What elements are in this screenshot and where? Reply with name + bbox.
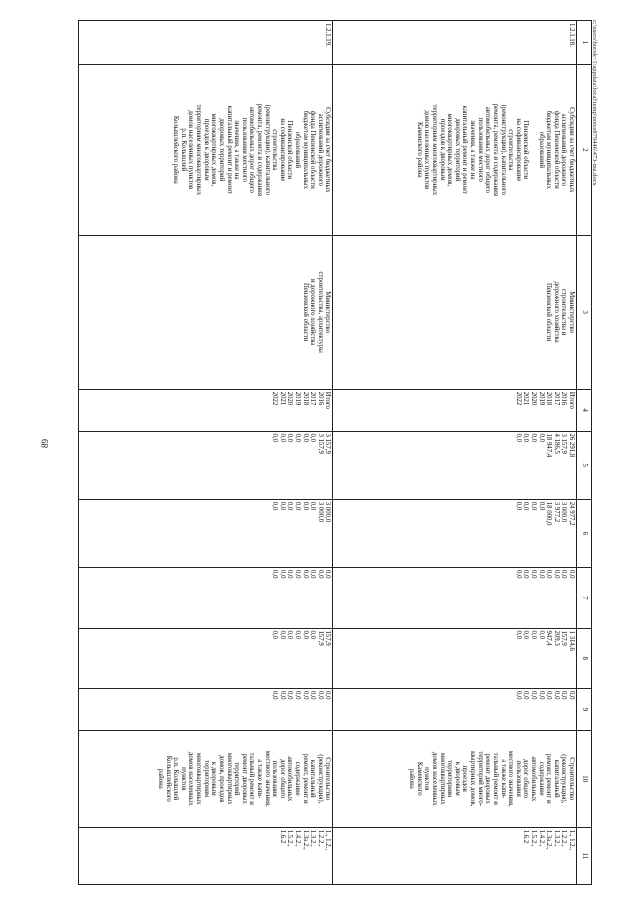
row-regional-budget-line: 0,0 xyxy=(522,501,530,511)
row-years xyxy=(79,389,333,431)
row-executor-line: дорожного хозяйства xyxy=(552,281,560,343)
row-result-line: домов населенных xyxy=(187,751,195,806)
row-total-line: 3 157,9 xyxy=(560,433,568,454)
row-regional-budget-line: 0,0 xyxy=(537,501,545,511)
row-regional-budget-line: 0,0 xyxy=(278,501,286,511)
row-local-budget xyxy=(79,628,333,689)
row-local-budget-line: 157,9 xyxy=(324,630,332,646)
row-regional-budget xyxy=(79,499,333,567)
row-other-sources-line: 0,0 xyxy=(522,691,530,700)
row-local-budget-line: 0,0 xyxy=(278,630,286,639)
row-description-line: домов населенных пунктов xyxy=(423,110,431,190)
row-indicators-line: 1., 1.2., xyxy=(324,829,332,851)
row-result-line: содержание xyxy=(294,761,302,796)
row-result-line: к дворовым xyxy=(453,761,461,796)
row-local-budget xyxy=(333,628,577,689)
row-description-line: образований xyxy=(537,131,545,168)
row-local-budget-line: 157,9 xyxy=(316,630,324,646)
row-federal-budget-line: 0,0 xyxy=(529,569,537,579)
footer-path-text: c:\users\borok~1\appdata\local\temp\notes879446\473-ma.docx xyxy=(591,20,598,186)
row-federal-budget-line: 0,0 xyxy=(514,569,522,579)
row-result-line: тальный ремонт и xyxy=(248,752,256,805)
row-description-line: пользования местного xyxy=(240,117,248,182)
row-total-line: 0,0 xyxy=(537,433,545,442)
row-years-line: 2018 xyxy=(545,391,553,406)
row-total-line: 0,0 xyxy=(271,433,279,442)
row-other-sources-line: 0,0 xyxy=(286,691,294,700)
row-description-line: Субсидии за счет бюджетных xyxy=(568,107,575,193)
header-col-3: 3 xyxy=(577,235,592,389)
row-regional-budget-line: 0,0 xyxy=(529,501,537,511)
row-total-line: 3 157,9 xyxy=(316,433,324,454)
row-result-line: ремонт, ремонт и xyxy=(545,753,553,804)
header-col-7: 7 xyxy=(577,567,592,628)
header-col-11: 11 xyxy=(577,827,592,884)
row-result-line: автомобильных xyxy=(286,756,294,802)
header-col-6: 6 xyxy=(577,499,592,567)
row-regional-budget-line: 0,0 xyxy=(286,501,294,511)
row-other-sources-line: 0,0 xyxy=(529,691,537,700)
row-total-line: 26 291,8 xyxy=(568,433,575,458)
row-federal-budget-line: 0,0 xyxy=(545,569,553,579)
row-other-sources-line: 0,0 xyxy=(301,691,309,700)
row-local-budget-line: 0,0 xyxy=(309,630,317,639)
row-indicators-line: 1., 1.2., xyxy=(568,829,575,851)
row-total-line: 3 157,9 xyxy=(324,433,332,454)
row-local-budget-line: 0,0 xyxy=(522,630,530,639)
table-row xyxy=(79,21,333,885)
row-result-line: Колышлейского xyxy=(164,755,172,802)
row-other-sources xyxy=(79,689,333,731)
row-description-line: автомобильных дорог общего xyxy=(484,106,492,193)
row-indicators-line: 1.5.2., xyxy=(529,829,537,847)
row-other-sources-line: 0,0 xyxy=(309,691,317,700)
row-indicators-line: 1.4.2., xyxy=(537,829,545,847)
row-description-line: многоквартирных домов, xyxy=(210,113,218,187)
row-id: 1.2.1.19. xyxy=(79,21,333,65)
row-description-line: образований xyxy=(294,131,302,168)
row-years-line: 2016 xyxy=(560,391,568,406)
header-col-1: 1 xyxy=(577,21,592,65)
row-description-line: Колышлейского района xyxy=(172,115,180,184)
row-regional-budget-line: 3 000,0 xyxy=(560,501,568,523)
row-result-line: проездов xyxy=(461,765,469,792)
row-description-line: территориям многоквартирных xyxy=(195,104,203,196)
row-years-line: 2016 xyxy=(316,391,324,406)
row-result-line: автомобильных xyxy=(529,756,537,802)
row-description-line: Каменского района xyxy=(415,122,423,178)
row-total-line: 0,0 xyxy=(301,433,309,442)
row-regional-budget-line: 0,0 xyxy=(271,501,279,511)
row-regional-budget-line: 3 977,2 xyxy=(552,501,560,523)
header-col-4: 4 xyxy=(577,389,592,431)
row-description-line: ремонта, ремонта и содержания xyxy=(491,103,499,196)
row-result-line: ремонт дворовых xyxy=(240,753,248,804)
row-local-budget-line: 947,4 xyxy=(545,630,553,646)
row-federal-budget-line: 0,0 xyxy=(271,569,279,579)
row-result-line: а также капи- xyxy=(499,759,507,799)
row-description xyxy=(333,65,577,236)
row-result-line: Строительство xyxy=(568,757,575,801)
header-col-2: 2 xyxy=(577,65,592,236)
row-result-line: капитальный xyxy=(309,759,317,798)
row-local-budget-line: 0,0 xyxy=(294,630,302,639)
row-description-line: дворовых территорий xyxy=(453,118,461,182)
row-regional-budget-line: 3 000,0 xyxy=(324,501,332,523)
row-other-sources-line: 0,0 xyxy=(537,691,545,700)
row-other-sources xyxy=(333,689,577,731)
row-result-line: пользования xyxy=(271,760,279,797)
row-total-line: 0,0 xyxy=(309,433,317,442)
row-result-line: многоквартирных xyxy=(225,752,233,805)
row-description-line: строительства xyxy=(507,129,515,171)
row-result-line: территорий xyxy=(233,762,241,796)
row-other-sources-line: 0,0 xyxy=(514,691,522,700)
row-result-line: квартирных домов, xyxy=(469,751,477,807)
row-result-line: пунктов xyxy=(179,767,187,791)
row-description-line: значения, а также на xyxy=(233,120,241,180)
row-result-line: многоквартирных xyxy=(438,752,446,805)
row-years-line: 2020 xyxy=(529,391,537,406)
row-total xyxy=(333,431,577,499)
row-result-line: капитальный xyxy=(552,759,560,798)
row-local-budget-line: 0,0 xyxy=(286,630,294,639)
row-description-line: (реконструкции), капитального xyxy=(499,104,507,196)
row-result-line: пунктов xyxy=(423,767,431,791)
row-description-line: бюджетам муниципальных xyxy=(301,110,309,190)
row-result-line: ремонт дворовых xyxy=(484,753,492,804)
row-description-line: автомобильных дорог общего xyxy=(248,106,256,193)
row-result-line: домов, проездов xyxy=(217,755,225,803)
row-federal-budget xyxy=(333,567,577,628)
row-result-line: района xyxy=(408,768,416,789)
row-result-line: дорог общего xyxy=(278,759,286,799)
footer-path xyxy=(591,20,599,186)
row-result-line: тальный ремонт и xyxy=(491,752,499,805)
row-regional-budget-line: 0,0 xyxy=(514,501,522,511)
row-other-sources-line: 0,0 xyxy=(324,691,332,700)
row-other-sources-line: 0,0 xyxy=(560,691,568,700)
row-local-budget-line: 0,0 xyxy=(301,630,309,639)
row-description-line: ассигнований дорожного xyxy=(560,113,568,187)
row-federal-budget-line: 0,0 xyxy=(537,569,545,579)
row-indicators xyxy=(333,827,577,884)
row-description-line: территориям многоквартирных xyxy=(431,104,439,196)
row-result-line: (реконструкция), xyxy=(560,754,568,804)
row-years-line: 2018 xyxy=(301,391,309,406)
row-description-line: Субсидии за счет бюджетных xyxy=(324,107,332,193)
row-result-line: Каменского xyxy=(415,761,423,796)
row-description xyxy=(79,65,333,236)
row-local-budget-line: 157,9 xyxy=(560,630,568,646)
page-number xyxy=(40,439,50,449)
row-result-line: местного значения, xyxy=(263,750,271,807)
row-result-line: территориям xyxy=(446,760,454,798)
row-other-sources-line: 0,0 xyxy=(278,691,286,700)
row-description-line: значения, а также на xyxy=(469,120,477,180)
row-indicators-line: 1.6.2 xyxy=(278,829,286,844)
row-executor-line: строительства и xyxy=(560,288,568,336)
row-federal-budget-line: 0,0 xyxy=(278,569,286,579)
row-result-line: Строительство xyxy=(324,757,332,801)
row-years-line: 2017 xyxy=(552,391,560,406)
row-local-budget-line: 209,3 xyxy=(552,630,560,646)
page-number-text: 89 xyxy=(40,439,50,448)
row-result-line: (реконструкция), xyxy=(316,754,324,804)
row-description-line: строительства xyxy=(271,129,279,171)
row-indicators xyxy=(79,827,333,884)
row-indicators-line: 1.2.2., xyxy=(560,829,568,847)
row-regional-budget-line: 0,0 xyxy=(309,501,317,511)
row-executor-line: Пензенской области xyxy=(301,282,309,342)
row-executor-line: и дорожного хозяйства xyxy=(309,278,317,346)
row-result-line: района xyxy=(157,768,165,789)
row-id: 1.2.1.18. xyxy=(333,21,577,65)
rotated-table-wrapper xyxy=(78,20,592,885)
row-description-line: капитальный ремонт и ремонт xyxy=(461,105,469,194)
row-other-sources-line: 0,0 xyxy=(552,691,560,700)
row-description-line: ассигнований дорожного xyxy=(316,113,324,187)
row-indicators-line: 1.3а.2., xyxy=(301,829,309,850)
row-indicators-line: 1.3а.2., xyxy=(545,829,553,850)
row-result-line: р.п. Колышлей xyxy=(172,757,180,801)
row-description-line: капитальный ремонт и ремонт xyxy=(225,105,233,194)
row-result-line: содержание xyxy=(537,761,545,796)
row-description-line: бюджетам муниципальных xyxy=(545,110,553,190)
row-result-line: территориям xyxy=(202,760,210,798)
row-executor-line: Министерство xyxy=(324,291,332,334)
row-local-budget-line: 0,0 xyxy=(537,630,545,639)
row-executor xyxy=(79,235,333,389)
row-years-line: 2017 xyxy=(309,391,317,406)
row-regional-budget-line: 18 000,0 xyxy=(545,501,553,526)
row-other-sources-line: 0,0 xyxy=(271,691,279,700)
row-total-line: 0,0 xyxy=(514,433,522,442)
row-local-budget-line: 1 314,6 xyxy=(568,630,575,651)
row-description-line: р.п. Колышлей xyxy=(179,128,187,172)
row-years-line: Итого xyxy=(324,391,332,409)
row-federal-budget-line: 0,0 xyxy=(522,569,530,579)
row-description-line: домов населенных пунктов xyxy=(187,110,195,190)
row-local-budget-line: 0,0 xyxy=(271,630,279,639)
row-description-line: проездов к дворовым xyxy=(438,118,446,181)
row-years-line: 2021 xyxy=(522,391,530,406)
row-executor-line: Министерство xyxy=(568,291,575,334)
row-result-line: к дворовым xyxy=(210,761,218,796)
row-federal-budget-line: 0,0 xyxy=(324,569,332,579)
row-other-sources-line: 0,0 xyxy=(545,691,553,700)
row-years-line: 2022 xyxy=(271,391,279,406)
table-row xyxy=(333,21,577,885)
row-federal-budget-line: 0,0 xyxy=(552,569,560,579)
row-description-line: пользования местного xyxy=(476,117,484,182)
row-total-line: 0,0 xyxy=(522,433,530,442)
row-indicators-line: 1.3.2., xyxy=(552,829,560,847)
row-federal-budget-line: 0,0 xyxy=(568,569,575,579)
header-col-8: 8 xyxy=(577,628,592,689)
row-years-line: Итого xyxy=(568,391,575,409)
row-result-line: домов населенных xyxy=(431,751,439,806)
row-description-line: дворовых территорий xyxy=(217,118,225,182)
row-executor-line: строительства, архитектуры xyxy=(316,271,324,353)
row-regional-budget-line: 0,0 xyxy=(294,501,302,511)
row-description-line: Пензенской области xyxy=(522,120,530,179)
row-description-line: фонда Пензенской области xyxy=(309,110,317,189)
row-description-line: ремонта, ремонта и содержания xyxy=(255,103,263,196)
row-result-line: дорог общего xyxy=(522,759,530,799)
row-federal-budget-line: 0,0 xyxy=(316,569,324,579)
row-result xyxy=(79,730,333,827)
row-total-line: 4 186,5 xyxy=(552,433,560,454)
row-local-budget-line: 0,0 xyxy=(529,630,537,639)
row-result-line: многоквартирных xyxy=(195,752,203,805)
row-description-line: на софинансирование xyxy=(514,118,522,182)
row-federal-budget-line: 0,0 xyxy=(301,569,309,579)
row-total-line: 0,0 xyxy=(294,433,302,442)
row-federal-budget-line: 0,0 xyxy=(560,569,568,579)
row-years-line: 2022 xyxy=(514,391,522,406)
row-federal-budget-line: 0,0 xyxy=(286,569,294,579)
row-years-line: 2021 xyxy=(278,391,286,406)
row-executor xyxy=(333,235,577,389)
row-years xyxy=(333,389,577,431)
row-description-line: фонда Пензенской области xyxy=(552,110,560,189)
row-description-line: проездов к дворовым xyxy=(202,118,210,181)
row-description-line: на софинансирование xyxy=(278,118,286,182)
row-total-line: 18 947,4 xyxy=(545,433,553,458)
row-years-line: 2019 xyxy=(294,391,302,406)
row-other-sources-line: 0,0 xyxy=(316,691,324,700)
row-description-line: (реконструкции), капитального xyxy=(263,104,271,196)
row-indicators-line: 1.3.2., xyxy=(309,829,317,847)
row-regional-budget-line: 0,0 xyxy=(301,501,309,511)
row-description-line xyxy=(529,67,537,233)
row-federal-budget xyxy=(79,567,333,628)
row-years-line: 2020 xyxy=(286,391,294,406)
row-other-sources-line: 0,0 xyxy=(568,691,575,700)
row-result-line: а также капи- xyxy=(255,759,263,799)
row-indicators-line: 1.5.2., xyxy=(286,829,294,847)
header-col-5: 5 xyxy=(577,431,592,499)
header-row xyxy=(577,21,592,885)
row-result-line: ремонт, ремонт и xyxy=(301,753,309,804)
row-result-line: территорий много- xyxy=(476,751,484,807)
row-indicators-line: 1.2.2., xyxy=(316,829,324,847)
row-total xyxy=(79,431,333,499)
row-regional-budget-line: 24 977,2 xyxy=(568,501,575,526)
table-body xyxy=(79,21,577,885)
row-indicators-line: 1.4.2., xyxy=(294,829,302,847)
row-description-line: Пензенской области xyxy=(286,120,294,179)
row-total-line: 0,0 xyxy=(278,433,286,442)
row-total-line: 0,0 xyxy=(286,433,294,442)
row-local-budget-line: 0,0 xyxy=(514,630,522,639)
row-regional-budget xyxy=(333,499,577,567)
row-result-line: пользования xyxy=(514,760,522,797)
row-total-line: 0,0 xyxy=(529,433,537,442)
row-regional-budget-line: 3 000,0 xyxy=(316,501,324,523)
row-other-sources-line: 0,0 xyxy=(294,691,302,700)
row-years-line: 2019 xyxy=(537,391,545,406)
row-result xyxy=(333,730,577,827)
row-executor-line: Пензенской области xyxy=(545,282,553,342)
row-description-line: многоквартирных домов, xyxy=(446,113,454,187)
header-col-10: 10 xyxy=(577,730,592,827)
row-federal-budget-line: 0,0 xyxy=(294,569,302,579)
header-col-9: 9 xyxy=(577,689,592,731)
row-federal-budget-line: 0,0 xyxy=(309,569,317,579)
row-indicators-line: 1.6.2 xyxy=(522,829,530,844)
row-result-line: местного значения, xyxy=(507,750,515,807)
program-table xyxy=(78,20,592,885)
